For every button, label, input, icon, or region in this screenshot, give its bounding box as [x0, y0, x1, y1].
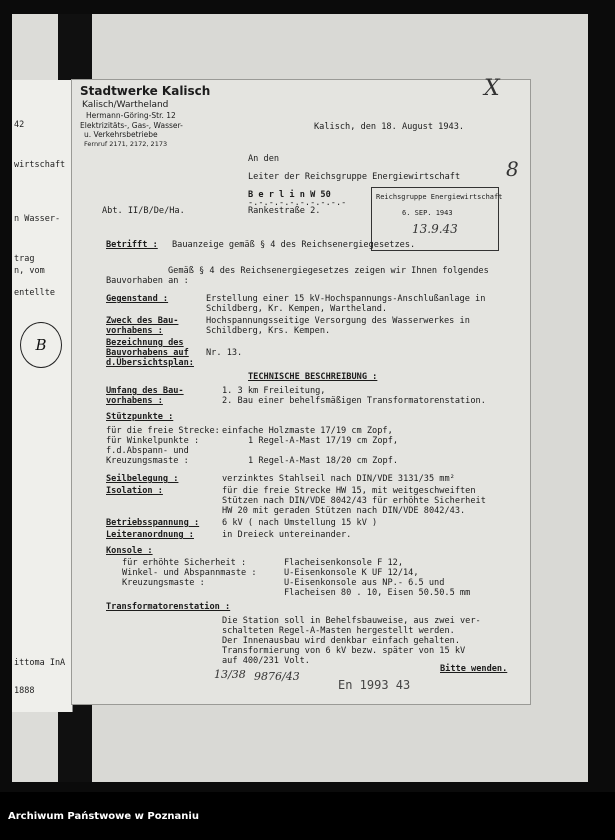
gegenstand-label: Gegenstand : [106, 294, 169, 304]
isolation-text: HW 20 mit geraden Stützen nach DIN/VDE 8042/43. [222, 506, 466, 516]
letterhead-street: Hermann-Göring-Str. 12 [86, 111, 176, 120]
isolation-label: Isolation : [106, 486, 163, 496]
umfang-text: 1. 3 km Freileitung, [222, 386, 326, 396]
letterhead-line2: u. Verkehrsbetriebe [84, 130, 158, 139]
stamped-number: En 1993 43 [338, 678, 411, 692]
zweck-text: Hochspannungsseitige Versorgung des Wasserwerkes in [206, 316, 470, 326]
trafo-text: Der Innenausbau wird denkbar einfach gehalten. [222, 636, 460, 646]
side-fragment: 1888 [14, 686, 35, 696]
recipient-city: B e r l i n W 50 [248, 190, 331, 200]
archive-name: Archiwum Państwowe w Poznaniu [8, 811, 199, 822]
stuetz-value: 1 Regel-A-Mast 17/19 cm Zopf, [248, 436, 399, 446]
bitte-wenden: Bitte wenden. [440, 664, 508, 674]
recipient-street: Rankestraße 2. [248, 206, 321, 216]
side-fragment: 42 [14, 120, 25, 130]
seil-value: verzinktes Stahlseil nach DIN/VDE 3131/35 mm² [222, 474, 455, 484]
trafo-text: Die Station soll in Behelfsbauweise, aus zwei ver- [222, 616, 481, 626]
stamp-handwritten-date: 13.9.43 [412, 222, 458, 236]
side-fragment: trag [14, 254, 35, 264]
side-fragment: wirtschaft [14, 160, 66, 170]
stamp-line1: Reichsgruppe Energiewirtschaft [376, 193, 503, 201]
konsole-value: Flacheisen 80 . 10, Eisen 50.50.5 mm [284, 588, 471, 598]
side-fragment: ittoma InA [14, 658, 66, 668]
konsole-item: Winkel- und Abspannmaste : [122, 568, 257, 578]
side-fragment: n Wasser- [14, 214, 61, 224]
circled-annotation: B [20, 322, 62, 368]
bezeichnung-value: Nr. 13. [206, 348, 243, 358]
underlying-document-edge [12, 80, 73, 712]
side-fragment: n, vom [14, 266, 45, 276]
betriebsspannung-value: 6 kV ( nach Umstellung 15 kV ) [222, 518, 378, 528]
letterhead-company: Stadtwerke Kalisch [80, 84, 211, 98]
intro-line2: Bauvorhaben an : [106, 276, 189, 286]
zweck-label: Zweck des Bau- [106, 316, 179, 326]
intro-line1: Gemäß § 4 des Reichsenergiegesetzes zeigen wir Ihnen folgendes [168, 266, 489, 276]
bezeichnung-label: Bauvorhabens auf [106, 348, 189, 358]
stuetz-item: Kreuzungsmaste : [106, 456, 189, 466]
gegenstand-text: Erstellung einer 15 kV-Hochspannungs-Anschlußanlage in [206, 294, 486, 304]
umfang-text: 2. Bau einer behelfsmäßigen Transformatorenstation. [222, 396, 486, 406]
technical-heading: TECHNISCHE BESCHREIBUNG : [248, 372, 378, 382]
umfang-label: Umfang des Bau- [106, 386, 184, 396]
zweck-text: Schildberg, Krs. Kempen. [206, 326, 331, 336]
stuetz-value: einfache Holzmaste 17/19 cm Zopf, [222, 426, 393, 436]
page-number-mark: 8 [506, 157, 519, 181]
leiteranordnung-value: in Dreieck untereinander. [222, 530, 352, 540]
reference: Abt. II/B/De/Ha. [102, 206, 185, 216]
bezeichnung-label: Bezeichnung des [106, 338, 184, 348]
zweck-label: vorhabens : [106, 326, 163, 336]
leiteranordnung-label: Leiteranordnung : [106, 530, 194, 540]
gegenstand-text: Schildberg, Kr. Kempen, Wartheland. [206, 304, 388, 314]
isolation-text: Stützen nach DIN/VDE 8042/43 für erhöhte Sicherheit [222, 496, 486, 506]
umfang-label: vorhabens : [106, 396, 163, 406]
konsole-value: U-Eisenkonsole K UF 12/14, [284, 568, 419, 578]
stuetz-item: für Winkelpunkte : [106, 436, 200, 446]
archive-footer [0, 792, 615, 840]
stuetz-item: für die freie Strecke: [106, 426, 220, 436]
side-fragment: entellte [14, 288, 55, 298]
subject-label: Betrifft : [106, 240, 158, 250]
stuetzpunkte-label: Stützpunkte : [106, 412, 174, 422]
stuetz-item: f.d.Abspann- und [106, 446, 189, 456]
letterhead-line1: Elektrizitäts-, Gas-, Wasser- [80, 121, 183, 130]
konsole-item: für erhöhte Sicherheit : [122, 558, 247, 568]
trafo-text: schalteten Regel-A-Masten hergestellt werden. [222, 626, 455, 636]
konsole-value: Flacheisenkonsole F 12, [284, 558, 403, 568]
letterhead-phone: Fernruf 2171, 2172, 2173 [84, 140, 168, 148]
bezeichnung-label: d.Übersichtsplan: [106, 358, 194, 368]
stuetz-value: 1 Regel-A-Mast 18/20 cm Zopf. [248, 456, 399, 466]
letterhead-city: Kalisch/Wartheland [82, 100, 169, 110]
handwritten-number: 9876/43 [254, 670, 300, 683]
isolation-text: für die freie Strecke HW 15, mit weitgeschweiften [222, 486, 476, 496]
betriebsspannung-label: Betriebsspannung : [106, 518, 200, 528]
recipient-name: Leiter der Reichsgruppe Energiewirtschaft [248, 172, 461, 182]
recipient-an: An den [248, 154, 280, 164]
cross-mark: X [484, 76, 500, 101]
seil-label: Seilbelegung : [106, 474, 179, 484]
trafo-label: Transformatorenstation : [106, 602, 231, 612]
konsole-item: Kreuzungsmaste : [122, 578, 205, 588]
recipient-dashes: -.-.-.-.-.-.-.-.-.- [248, 198, 347, 208]
konsole-label: Konsole : [106, 546, 153, 556]
letter-sheet [72, 76, 530, 704]
trafo-text: auf 400/231 Volt. [222, 656, 310, 666]
stamp-date: 6. SEP. 1943 [402, 209, 453, 217]
subject-text: Bauanzeige gemäß § 4 des Reichsenergiegesetzes. [172, 240, 416, 250]
handwritten-ref: 13/38 [214, 668, 246, 681]
konsole-value: U-Eisenkonsole aus NP.- 6.5 und [284, 578, 445, 588]
trafo-text: Transformierung von 6 kV bezw. später von 15 kV [222, 646, 466, 656]
date-line: Kalisch, den 18. August 1943. [314, 122, 465, 132]
